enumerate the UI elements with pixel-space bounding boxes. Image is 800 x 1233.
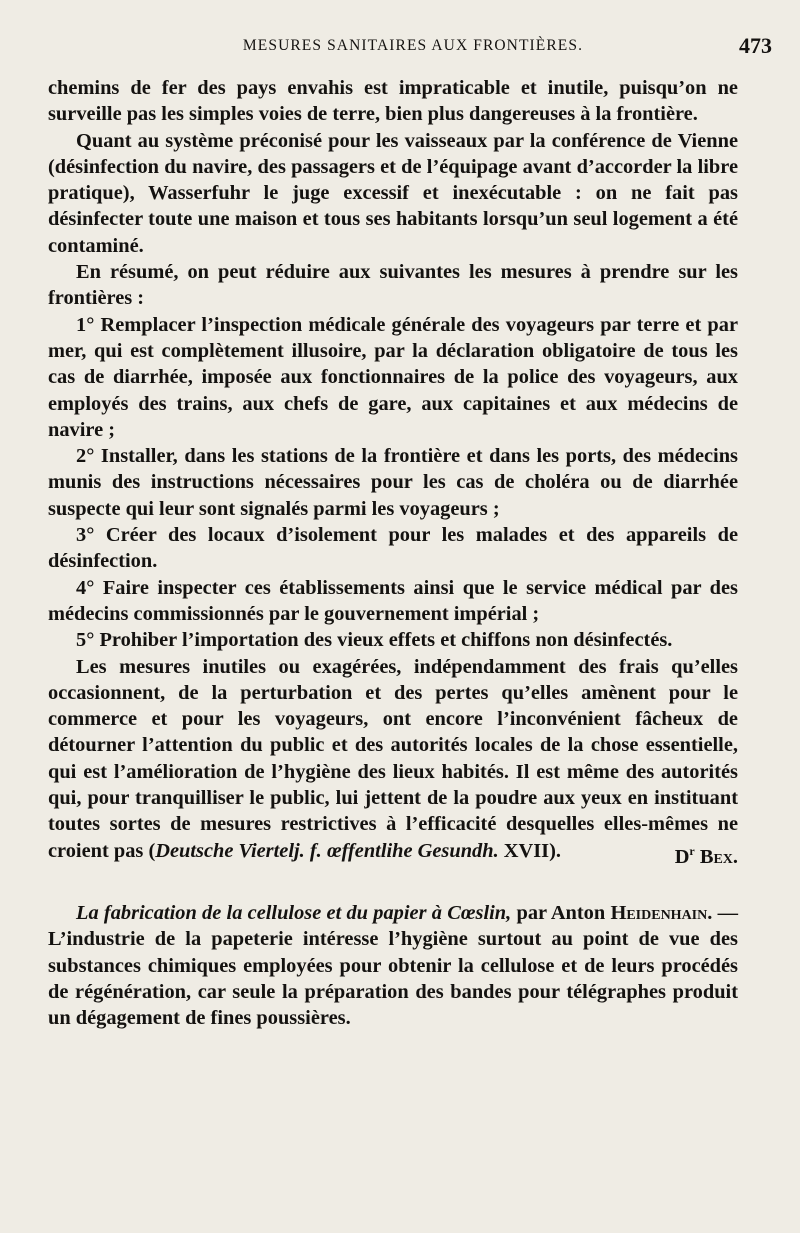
paragraph-summary: En résumé, on peut réduire aux suivantes les mesures à prendre sur les frontières : <box>48 261 738 310</box>
list-item-4: 4° Faire inspecter ces établissements ainsi que le service médical par des médecins commissionnés par le gouvernement impérial ; <box>48 576 738 625</box>
list-item-1: 1° Remplacer l’inspection médicale générale des voyageurs par terre et par mer, qui est complètement illusoire, par la déclaration obligatoire de tous les cas de diarrhée, imposée aux fonctionnaires de la police des voyageurs, aux employés des trains, aux chefs de gare, aux capitaines et aux médecins de navire ; <box>48 313 738 441</box>
article-author: Heidenhain. <box>610 901 713 924</box>
article-by: par Anton <box>511 901 611 924</box>
signature-prefix: D <box>674 845 690 868</box>
source-citation-tail: XVII). <box>498 839 561 862</box>
signature-sup: r <box>689 843 695 858</box>
article-text: — L’industrie de la papeterie intéresse l’hygiène surtout au point de vue des substances chimiques employées pour obtenir la cellulose et de leurs procédés de régénération, car seule la préparation des bandes pour télégraphes produit un dégagement de fines poussières. <box>48 901 738 1030</box>
body-text <box>48 75 738 1031</box>
list-item-2: 2° Installer, dans les stations de la frontière et dans les ports, des médecins munis des instructions nécessaires pour les cas de choléra ou de diarrhée suspecte qui leur sont signalés parmi les voyageurs ; <box>48 445 738 520</box>
signature <box>647 838 738 870</box>
section-gap <box>48 864 738 900</box>
source-citation: Deutsche Viertelj. f. œffentlihe Gesundh. <box>155 839 499 862</box>
paragraph-useless-measures <box>48 654 738 868</box>
paragraph-text: Les mesures inutiles ou exagérées, indépendamment des frais qu’elles occasionnent, de la perturbation et des pertes qu’elles amènent pour le commerce et pour les voyageurs, ont encore l’inconvénient fâcheux de détourner l’attention du public et des autorités locales de la chose essentielle, qui est l’amélioration de l’hygiène des lieux habités. Il est même des autorités qui, pour tranquilliser le public, lui jettent de la poudre aux yeux en instituant toutes sortes de mesures restrictives à l’efficacité desquelles elles-mêmes ne croient pas ( <box>48 655 738 862</box>
list-item-3: 3° Créer des locaux d’isolement pour les malades et des appareils de désinfection. <box>48 524 738 573</box>
page-header <box>48 33 778 63</box>
list-item-5: 5° Prohiber l’importation des vieux effets et chiffons non désinfectés. <box>76 629 673 652</box>
page-number: 473 <box>739 33 772 58</box>
running-title: MESURES SANITAIRES AUX FRONTIÈRES. <box>242 37 584 54</box>
signature-name: Bex. <box>694 845 738 868</box>
article-title: La fabrication de la cellulose et du papier à Cœslin, <box>76 901 512 924</box>
paragraph-vienna-conference: Quant au système préconisé pour les vaisseaux par la conférence de Vienne (désinfection du navire, des passagers et de l’équipage avant d’accorder la libre pratique), Wasserfuhr le juge excessif et inexécutable : on ne fait pas désinfecter toute une maison et tous ses habitants lorsqu’un seul logement a été contaminé. <box>48 129 738 257</box>
article-cellulose <box>48 900 738 1031</box>
paragraph-continuation: chemins de fer des pays envahis est impraticable et inutile, puisqu’on ne surveille pas les simples voies de terre, bien plus dangereuses à la frontière. <box>48 77 738 126</box>
